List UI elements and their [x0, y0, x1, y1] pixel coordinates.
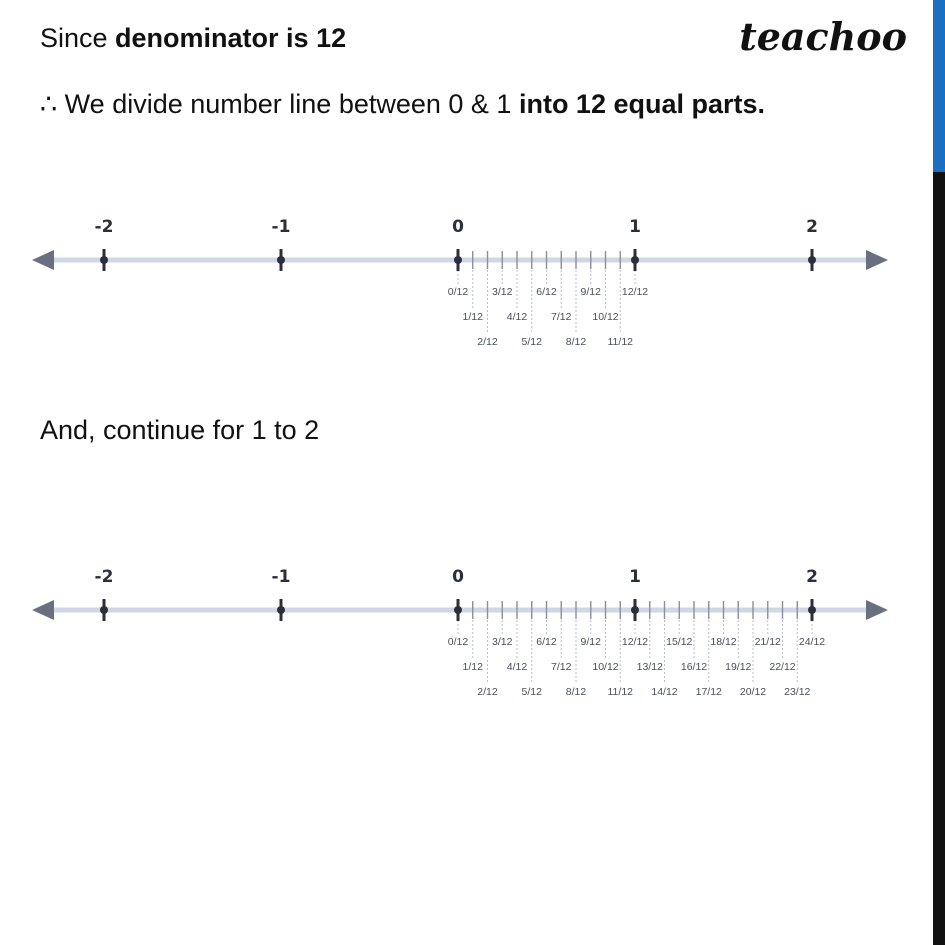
- fraction-label: 22/12: [769, 661, 796, 673]
- arrow-left-icon: [32, 250, 54, 270]
- fraction-label: 23/12: [784, 686, 811, 698]
- integer-point: [277, 256, 285, 264]
- statement-divide-bold: into 12 equal parts.: [518, 89, 766, 119]
- fraction-label: 6/12: [536, 286, 557, 298]
- fraction-label: 0/12: [447, 286, 469, 298]
- fraction-label: 14/12: [651, 686, 678, 698]
- scrollbar-thumb[interactable]: [933, 0, 945, 172]
- integer-label: 2: [806, 217, 818, 237]
- statement-continue: And, continue for 1 to 2: [40, 415, 320, 445]
- arrow-right-icon: [866, 600, 888, 620]
- fraction-label: 15/12: [666, 636, 693, 648]
- fraction-label: 1/12: [462, 311, 483, 323]
- fraction-label: 2/12: [477, 686, 498, 698]
- integer-point: [631, 256, 639, 264]
- fraction-label: 3/12: [492, 636, 513, 648]
- fraction-label: 4/12: [506, 311, 528, 323]
- integer-label: -2: [94, 217, 114, 237]
- statement-denominator-prefix: Since: [40, 23, 116, 53]
- fraction-label: 24/12: [798, 636, 826, 648]
- integer-point: [277, 606, 285, 614]
- fraction-label: 5/12: [521, 336, 542, 348]
- fraction-label: 9/12: [580, 636, 601, 648]
- fraction-label: 2/12: [477, 336, 498, 348]
- fraction-label: 19/12: [725, 661, 752, 673]
- number-line-0-to-2: [0, 545, 920, 710]
- fraction-label: 0/12: [447, 636, 469, 648]
- fraction-label: 16/12: [680, 661, 708, 673]
- integer-point: [808, 256, 816, 264]
- integer-label: -1: [271, 217, 291, 237]
- fraction-label: 5/12: [521, 686, 542, 698]
- integer-label: 1: [629, 567, 641, 587]
- integer-label: 0: [452, 217, 464, 237]
- fraction-label: 8/12: [565, 686, 587, 698]
- integer-label: -2: [94, 567, 114, 587]
- integer-point: [631, 606, 639, 614]
- fraction-label: 10/12: [592, 311, 619, 323]
- fraction-label: 8/12: [565, 336, 587, 348]
- fraction-label: 4/12: [506, 661, 528, 673]
- fraction-label: 13/12: [636, 661, 663, 673]
- statement-divide: [40, 88, 765, 120]
- integer-label: -1: [271, 567, 291, 587]
- integer-point: [454, 256, 462, 264]
- fraction-label: 12/12: [621, 286, 649, 298]
- fraction-label: 9/12: [580, 286, 601, 298]
- number-line-0-to-1: [0, 195, 920, 360]
- integer-label: 1: [629, 217, 641, 237]
- fraction-label: 12/12: [621, 636, 649, 648]
- fraction-label: 17/12: [695, 686, 722, 698]
- statement-denominator: [40, 22, 346, 54]
- fraction-label: 6/12: [536, 636, 557, 648]
- fraction-label: 1/12: [462, 661, 483, 673]
- brand-logo: teachoo: [739, 14, 907, 59]
- integer-label: 2: [806, 567, 818, 587]
- integer-point: [808, 606, 816, 614]
- fraction-label: 18/12: [710, 636, 737, 648]
- integer-point: [454, 606, 462, 614]
- statement-divide-prefix: ∴ We divide number line between 0 & 1: [40, 89, 519, 119]
- fraction-label: 10/12: [592, 661, 619, 673]
- integer-label: 0: [452, 567, 464, 587]
- fraction-label: 7/12: [551, 661, 572, 673]
- fraction-label: 11/12: [607, 686, 633, 698]
- fraction-label: 3/12: [492, 286, 513, 298]
- integer-point: [100, 256, 108, 264]
- scrollbar[interactable]: [933, 0, 945, 945]
- arrow-right-icon: [866, 250, 888, 270]
- fraction-label: 7/12: [551, 311, 572, 323]
- fraction-label: 20/12: [739, 686, 767, 698]
- statement-denominator-bold: denominator is 12: [115, 23, 347, 53]
- integer-point: [100, 606, 108, 614]
- arrow-left-icon: [32, 600, 54, 620]
- fraction-label: 21/12: [754, 636, 781, 648]
- fraction-label: 11/12: [607, 336, 633, 348]
